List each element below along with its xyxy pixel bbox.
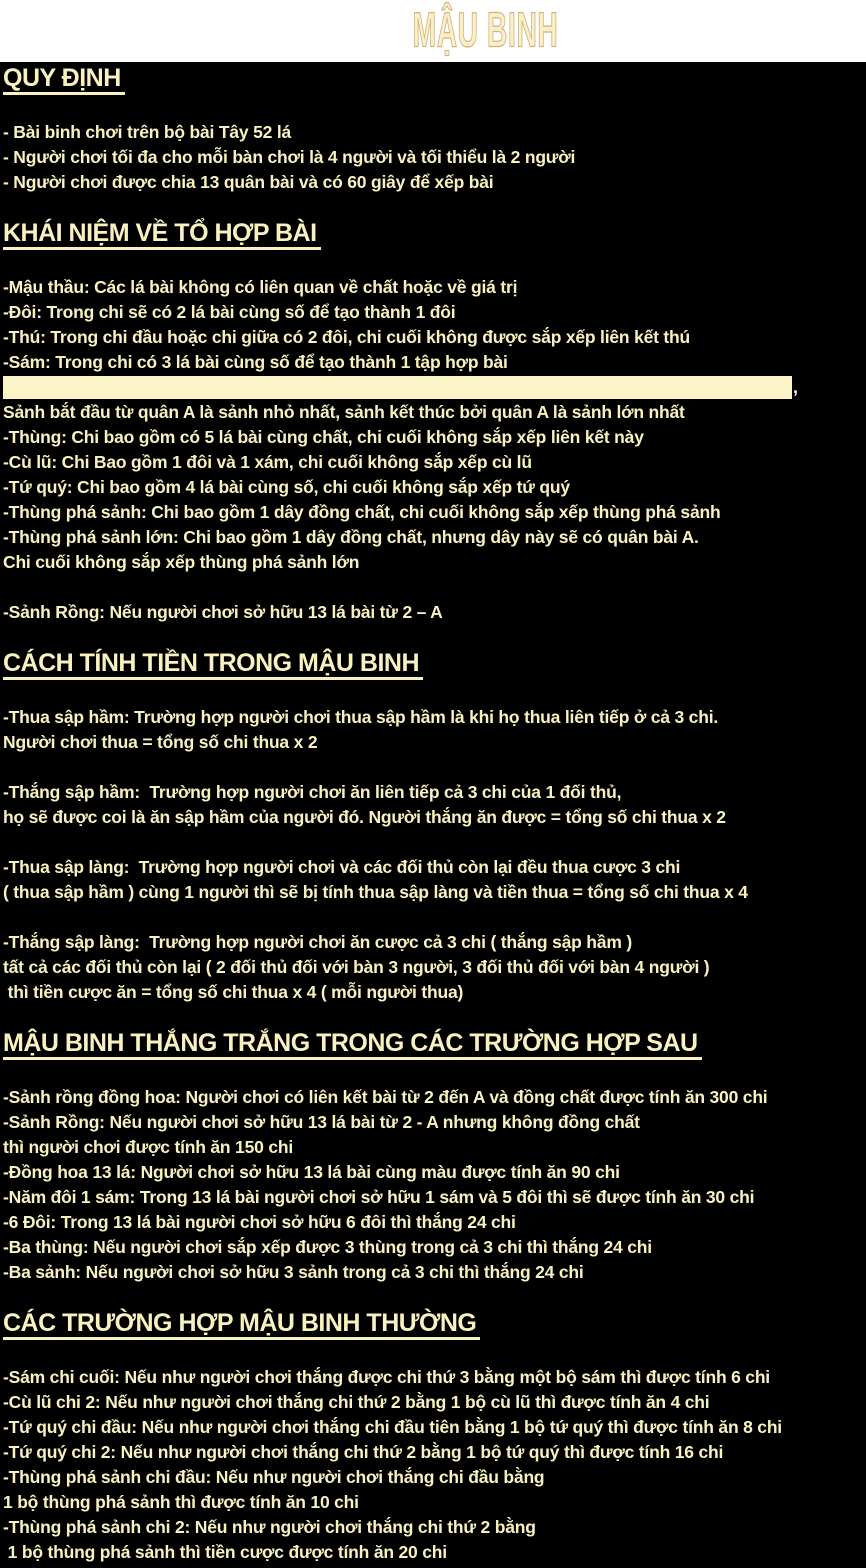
section-heading-line: [3, 650, 866, 680]
text-line: -Tứ quý chi 2: Nếu như người chơi thắng chi thứ 2 bằng 1 bộ tứ quý thì được tính 16 chi: [3, 1442, 724, 1462]
text-line: -Thùng phá sảnh chi đầu: Nếu như người chơi thắng chi đầu bằng: [3, 1467, 545, 1487]
blank-line: [3, 250, 866, 275]
blank-line: [3, 1060, 866, 1085]
section-3: [3, 650, 866, 1005]
text-line: -Thùng phá sảnh lớn: Chi bao gồm 1 dây đồng chất, nhưng dây này sẽ có quân bài A.: [3, 527, 699, 547]
text-line: -Ba sảnh: Nếu người chơi sở hữu 3 sảnh trong cả 3 chi thì thắng 24 chi: [3, 1262, 584, 1282]
text-line: -Cù lũ chi 2: Nếu như người chơi thắng chi thứ 2 bằng 1 bộ cù lũ thì được tính ăn 4 chi: [3, 1392, 710, 1412]
text-line: -Sảnh Rồng: Nếu người chơi sở hữu 13 lá bài từ 2 – A: [3, 602, 443, 622]
text-line: -Năm đôi 1 sám: Trong 13 lá bài người chơi sở hữu 1 sám và 5 đôi thì sẽ được tính ăn 30 chi: [3, 1187, 755, 1207]
text-line: -6 Đôi: Trong 13 lá bài người chơi sở hữu 6 đôi thì thắng 24 chi: [3, 1212, 516, 1232]
text-line: - Bài binh chơi trên bộ bài Tây 52 lá: [3, 122, 292, 142]
section-heading-line: [3, 1030, 866, 1060]
text-line: 1 bộ thùng phá sảnh thì được tính ăn 10 chi: [3, 1492, 359, 1512]
section-4: [3, 1030, 866, 1285]
blank-line: [3, 1340, 866, 1365]
text-line: - Người chơi được chia 13 quân bài và có 60 giây để xếp bài: [3, 172, 494, 192]
text-line: -Tứ quý: Chi bao gồm 4 lá bài cùng số, chi cuối không sắp xếp tứ quý: [3, 477, 570, 497]
blank-line: [3, 95, 866, 120]
section-1: [3, 65, 866, 195]
text-line: -Thắng sập làng: Trường hợp người chơi ăn cược cả 3 chi ( thắng sập hầm ): [3, 932, 632, 952]
blank-line: [3, 905, 866, 930]
section-heading-line: [3, 65, 866, 95]
text-line: -Đồng hoa 13 lá: Người chơi sở hữu 13 lá bài cùng màu được tính ăn 90 chi: [3, 1162, 620, 1182]
section-2: [3, 220, 866, 625]
text-line: -Sảnh rồng đồng hoa: Người chơi có liên kết bài từ 2 đến A và đồng chất được tính ăn 300 chi: [3, 1087, 768, 1107]
highlight-bar: [3, 376, 792, 399]
blank-line: [3, 830, 866, 855]
text-line: -Thùng phá sảnh: Chi bao gồm 1 dây đồng chất, chi cuối không sắp xếp thùng phá sảnh: [3, 502, 721, 522]
text-line: -Sám chi cuối: Nếu như người chơi thắng được chi thứ 3 bằng một bộ sám thì được tính 6 chi: [3, 1367, 770, 1387]
text-line: -Cù lũ: Chi Bao gồm 1 đôi và 1 xám, chi cuối không sắp xếp cù lũ: [3, 452, 532, 472]
text-line: -Thua sập hầm: Trường hợp người chơi thua sập hầm là khi họ thua liên tiếp ở cả 3 chi.: [3, 707, 719, 727]
text-line: -Đôi: Trong chi sẽ có 2 lá bài cùng số để tạo thành 1 đôi: [3, 302, 456, 322]
page-title: MẬU BINH: [412, 1, 558, 57]
text-line: -Thắng sập hầm: Trường hợp người chơi ăn liên tiếp cả 3 chi của 1 đối thủ,: [3, 782, 622, 802]
text-line: ( thua sập hầm ) cùng 1 người thì sẽ bị tính thua sập làng và tiền thua = tổng số chi thua x 4: [3, 882, 748, 902]
title-bar: [0, 0, 866, 62]
text-line: họ sẽ được coi là ăn sập hầm của người đó. Người thắng ăn được = tổng số chi thua x 2: [3, 807, 726, 827]
text-line: -Thùng: Chi bao gồm có 5 lá bài cùng chất, chi cuối không sắp xếp liên kết này: [3, 427, 644, 447]
text-line: -Sám: Trong chi có 3 lá bài cùng số để tạo thành 1 tập hợp bài: [3, 352, 508, 372]
text-line: tất cả các đối thủ còn lại ( 2 đối thủ đối với bàn 3 người, 3 đối thủ đối với bàn 4 người ): [3, 957, 710, 977]
text-line: thì tiền cược ăn = tổng số chi thua x 4 ( mỗi người thua): [3, 982, 464, 1002]
text-line: -Thua sập làng: Trường hợp người chơi và các đối thủ còn lại đều thua cược 3 chi: [3, 857, 681, 877]
section-heading: KHÁI NIỆM VỀ TỔ HỢP BÀI: [3, 220, 321, 250]
section-heading: QUY ĐỊNH: [3, 65, 125, 95]
section-heading: MẬU BINH THẮNG TRẮNG TRONG CÁC TRƯỜNG HỢP SAU: [3, 1030, 702, 1060]
text-line: -Sảnh Rồng: Nếu người chơi sở hữu 13 lá bài từ 2 - A nhưng không đồng chất: [3, 1112, 640, 1132]
section-heading: CÁC TRƯỜNG HỢP MẬU BINH THƯỜNG: [3, 1310, 480, 1340]
highlighted-line: [3, 375, 866, 400]
text-line: Chi cuối không sắp xếp thùng phá sảnh lớn: [3, 552, 360, 572]
text-line: -Thú: Trong chi đầu hoặc chi giữa có 2 đôi, chi cuối không được sắp xếp liên kết thú: [3, 327, 691, 347]
blank-line: [3, 755, 866, 780]
text-line: -Ba thùng: Nếu người chơi sắp xếp được 3 thùng trong cả 3 chi thì thắng 24 chi: [3, 1237, 652, 1257]
text-line: -Tứ quý chi đầu: Nếu như người chơi thắng chi đầu tiên bằng 1 bộ tứ quý thì được tính ăn 8 chi: [3, 1417, 782, 1437]
text-line: -Thùng phá sảnh chi 2: Nếu như người chơi thắng chi thứ 2 bằng: [3, 1517, 536, 1537]
text-line: - Người chơi tối đa cho mỗi bàn chơi là 4 người và tối thiểu là 2 người: [3, 147, 576, 167]
text-line: thì người chơi được tính ăn 150 chi: [3, 1137, 294, 1157]
content: [0, 62, 866, 1565]
text-line: 1 bộ thùng phá sảnh thì tiền cược được tính ăn 20 chi: [3, 1542, 447, 1562]
text-line: -Mậu thầu: Các lá bài không có liên quan về chất hoặc về giá trị: [3, 277, 518, 297]
text-line: Người chơi thua = tổng số chi thua x 2: [3, 732, 318, 752]
section-heading: CÁCH TÍNH TIỀN TRONG MẬU BINH: [3, 650, 423, 680]
text-line: Sảnh bắt đầu từ quân A là sảnh nhỏ nhất, sảnh kết thúc bởi quân A là sảnh lớn nhất: [3, 402, 685, 422]
blank-line: [3, 680, 866, 705]
section-5: [3, 1310, 866, 1565]
highlight-trailing-text: ,: [793, 377, 798, 397]
section-heading-line: [3, 1310, 866, 1340]
section-heading-line: [3, 220, 866, 250]
blank-line: [3, 575, 866, 600]
